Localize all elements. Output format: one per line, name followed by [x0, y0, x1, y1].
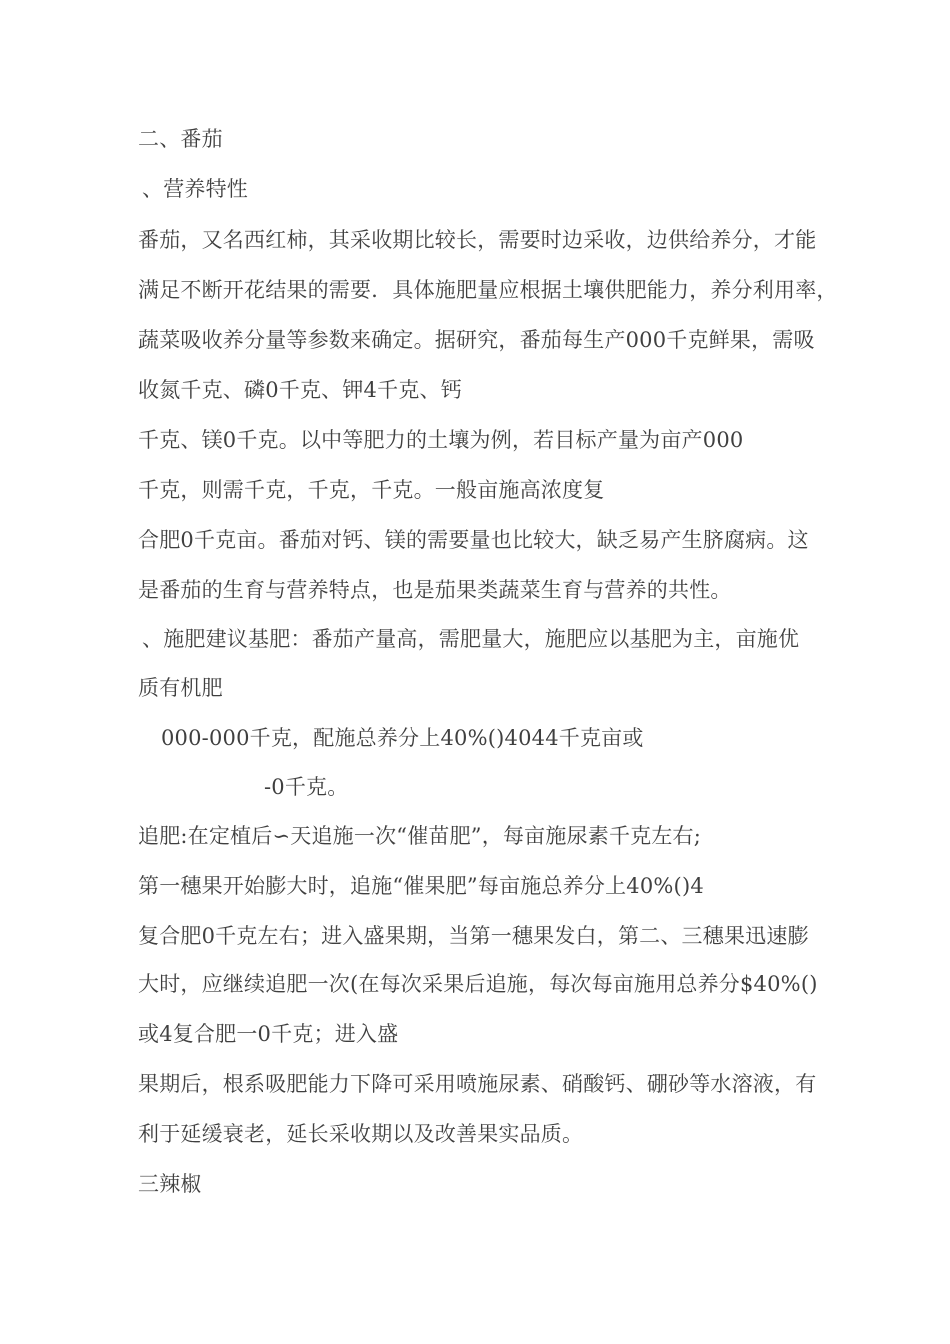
paragraph-line: 000-000千克，配施总养分上40%()4044千克亩或: [161, 726, 644, 750]
paragraph-line: 大时，应继续追肥一次(在每次采果后追施，每次每亩施用总养分$40%(): [138, 972, 818, 996]
paragraph-line: 千克、镁0千克。以中等肥力的土壤为例，若目标产量为亩产000: [138, 428, 744, 452]
section-heading-tomato: 二、番茄: [138, 127, 223, 151]
paragraph-line: 番茄，又名西红柿，其采收期比较长，需要时边采收，边供给养分，才能: [138, 228, 817, 252]
paragraph-line: 合肥0千克亩。番茄对钙、镁的需要量也比较大，缺乏易产生脐腐病。这: [138, 528, 809, 552]
paragraph-line: 蔬菜吸收养分量等参数来确定。据研究，番茄每生产000千克鲜果，需吸: [138, 328, 815, 352]
paragraph-line: 复合肥0千克左右；进入盛果期，当第一穗果发白，第二、三穗果迅速膨: [138, 924, 809, 948]
paragraph-line: 利于延缓衰老，延长采收期以及改善果实品质。: [138, 1122, 584, 1146]
paragraph-line: 追肥:在定植后∽天追施一次“催苗肥”，每亩施尿素千克左右;: [138, 824, 702, 848]
paragraph-line: 质有机肥: [138, 676, 223, 700]
paragraph-line: 或4复合肥一0千克；进入盛: [138, 1022, 399, 1046]
section-heading-pepper: 三辣椒: [138, 1172, 202, 1196]
paragraph-line: 是番茄的生育与营养特点，也是茄果类蔬菜生育与营养的共性。: [138, 578, 732, 602]
paragraph-line: 千克，则需千克，千克，千克。一般亩施高浓度复: [138, 478, 605, 502]
paragraph-line: 满足不断开花结果的需要．具体施肥量应根据土壤供肥能力，养分利用率，: [138, 278, 838, 302]
paragraph-line: 第一穗果开始膨大时，追施“催果肥”每亩施总养分上40%()4: [138, 874, 704, 898]
subheading-nutrition: 、营养特性: [142, 177, 248, 201]
subheading-fertilization: 、施肥建议基肥：番茄产量高，需肥量大，施肥应以基肥为主，亩施优: [142, 627, 800, 651]
paragraph-line: 收氮千克、磷0千克、钾4千克、钙: [138, 378, 462, 402]
paragraph-line: -0千克。: [264, 775, 349, 799]
paragraph-line: 果期后，根系吸肥能力下降可采用喷施尿素、硝酸钙、硼砂等水溶液，有: [138, 1072, 817, 1096]
